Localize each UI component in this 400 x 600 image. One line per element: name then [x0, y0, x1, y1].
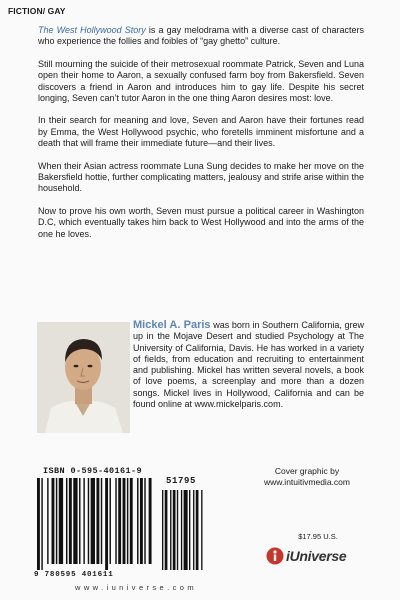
author-bio-text: was born in Southern California, grew up in the Mojave Desert and studied Psychology at The University of California, Davis. He has worked in a variety of fields, from education and recruiting to entertainment and publishing. Mickel has written several novels, a book of love poems, a screenplay and more than a dozen songs. Mickel lives in Hollywood, California and can be found online at www.mickelparis.com.	[133, 320, 365, 410]
barcode-bar	[130, 478, 133, 564]
barcode-bar	[101, 478, 102, 564]
barcode-bar	[37, 478, 40, 570]
barcode-bar	[123, 478, 126, 564]
barcode-bar	[79, 478, 80, 564]
barcode-bar	[66, 478, 67, 564]
barcode-addon-bar	[196, 490, 199, 570]
blurb-paragraph-1	[38, 25, 364, 48]
ean-digits: 9 780595 401611	[34, 571, 114, 579]
barcode-addon-bar	[184, 490, 188, 570]
barcode-bar	[140, 478, 143, 564]
author-bio	[133, 320, 364, 410]
barcode-bar	[149, 478, 152, 564]
book-title-italic: The West Hollywood Story	[38, 25, 146, 35]
barcode-addon-bar	[193, 490, 194, 570]
barcode-bar	[88, 478, 89, 564]
barcode-bar	[110, 478, 111, 564]
cover-credit-url: www.intuitivmedia.com	[264, 477, 350, 487]
barcode-bar	[83, 478, 84, 564]
barcode-addon-bar	[201, 490, 202, 570]
barcode-bar	[105, 478, 108, 570]
author-name: Mickel A. Paris	[133, 319, 211, 331]
cover-credit-line: Cover graphic by	[274, 466, 340, 476]
price-label: $17.95 U.S.	[298, 532, 338, 541]
price-code-number: 51795	[166, 476, 197, 486]
author-photo	[37, 322, 130, 433]
blurb-paragraph-3: In their search for meaning and love, Seven and Aaron have their fortunes read by Emma, the West Hollywood psychic, who foretells imminent misfortune and a death that will frame their immediate future—and their lives.	[38, 115, 364, 149]
barcode-bar	[91, 478, 95, 564]
barcode-addon-bar	[181, 490, 182, 570]
barcode-bar	[52, 478, 55, 564]
barcode-bar	[144, 478, 145, 564]
barcode-bar	[56, 478, 57, 564]
barcode-bar	[59, 478, 63, 564]
iuniverse-logo-icon	[266, 547, 284, 565]
blurb-paragraph-2: Still mourning the suicide of their metrosexual roommate Patrick, Seven and Luna open their home to Aaron, a sexually confused farm boy from Bakersfield. Seven discovers a friend in Aaron and introduces him to gay life. Despite his secret longing, Seven can’t tutor Aaron in the one thing Aaron desires most: love.	[38, 58, 364, 104]
back-cover-blurb	[38, 25, 364, 251]
barcode-bar	[73, 478, 77, 564]
publisher-logo-text: iUniverse	[286, 548, 347, 564]
author-portrait-illustration	[37, 322, 130, 433]
barcode-bar	[118, 478, 121, 564]
barcode-icon	[34, 478, 205, 570]
genre-label: FICTION/ GAY	[8, 6, 66, 16]
barcode-bar	[137, 478, 138, 564]
isbn-number: ISBN 0-595-40161-9	[43, 466, 143, 476]
cover-credit	[247, 466, 367, 488]
barcode-bar	[69, 478, 72, 564]
blurb-paragraph-5: Now to prove his own worth, Seven must pursue a political career in Washington D.C, which eventually takes him back to West Hollywood and into the arms of the one he loves.	[38, 205, 364, 239]
barcode-addon-bar	[189, 490, 190, 570]
barcode-addon-bar	[162, 490, 163, 570]
barcode-addon-bar	[165, 490, 168, 570]
barcode-addon-bar	[173, 490, 176, 570]
barcode-addon-bar	[177, 490, 178, 570]
blurb-paragraph-4: When their Asian actress roommate Luna Sung decides to make her move on the Bakersfield hottie, further complicating matters, jealousy and strife arise within the household.	[38, 160, 364, 194]
barcode-bar	[115, 478, 116, 564]
publisher-url: www.iuniverse.com	[75, 583, 197, 592]
barcode-bar	[41, 478, 42, 570]
barcode-addon-bar	[170, 490, 171, 570]
isbn-barcode	[34, 466, 205, 580]
barcode-bar	[96, 478, 99, 564]
blurb-p1-text: is a gay melodrama with a diverse cast of characters who experience the follies and foibles of “gay ghetto” culture.	[38, 25, 365, 47]
barcode-bar	[127, 478, 128, 564]
publisher-logo	[266, 547, 346, 565]
barcode-bar	[47, 478, 48, 564]
